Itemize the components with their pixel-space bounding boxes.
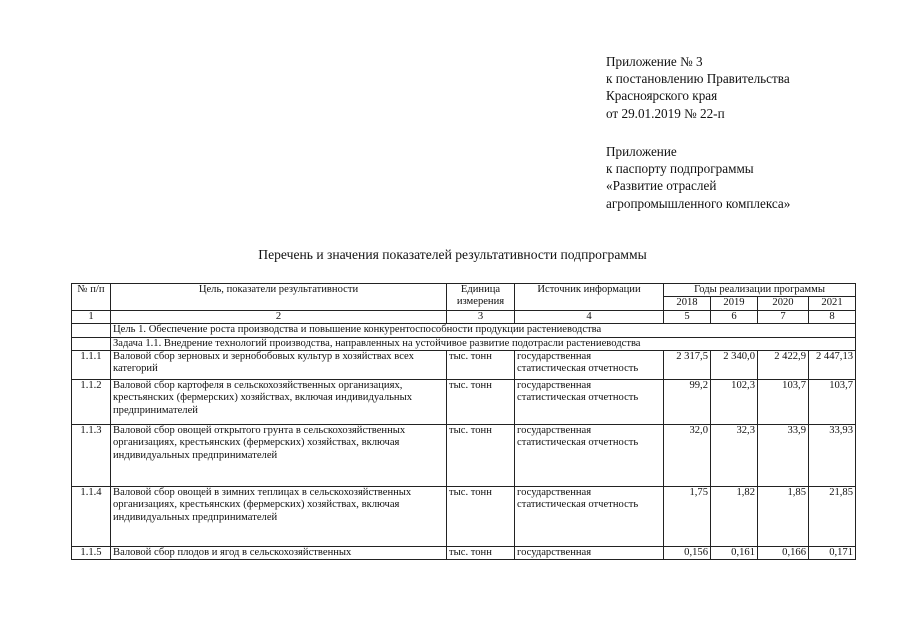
row-source: государственная статистическая отчетность	[515, 380, 664, 425]
column-number: 7	[758, 310, 809, 323]
header-year: 2019	[711, 297, 758, 310]
row-unit: тыс. тонн	[447, 351, 515, 380]
appendix-header	[606, 53, 790, 122]
goal-row	[72, 324, 856, 337]
row-unit: тыс. тонн	[447, 547, 515, 560]
row-value: 33,9	[758, 425, 809, 487]
indicators-table	[71, 283, 856, 560]
goal-num-cell	[72, 324, 111, 337]
column-number: 8	[809, 310, 856, 323]
goal-text: Цель 1. Обеспечение роста производства и повышение конкурентоспособности продукции растениеводства	[111, 324, 856, 337]
row-text: Валовой сбор зерновых и зернобобовых культур в хозяйствах всех категорий	[111, 351, 447, 380]
row-value: 21,85	[809, 487, 856, 547]
column-number: 4	[515, 310, 664, 323]
column-number: 3	[447, 310, 515, 323]
document-title: Перечень и значения показателей результативности подпрограммы	[258, 247, 647, 262]
header-goal: Цель, показатели результативности	[111, 284, 447, 311]
row-source: государственная статистическая отчетность	[515, 425, 664, 487]
row-text: Валовой сбор овощей в зимних теплицах в сельскохозяйственных организациях, крестьянских (фермерских) хозяйствах, включая индивидуальных предпринимателей	[111, 487, 447, 547]
row-source: государственная статистическая отчетность	[515, 487, 664, 547]
row-source: государственная	[515, 547, 664, 560]
header-row	[72, 284, 856, 297]
row-value: 102,3	[711, 380, 758, 425]
row-text: Валовой сбор картофеля в сельскохозяйственных организациях, крестьянских (фермерских) хозяйствах, включая индивидуальных предпринимателей	[111, 380, 447, 425]
row-value: 0,166	[758, 547, 809, 560]
header-unit: Единица измерения	[447, 284, 515, 311]
row-unit: тыс. тонн	[447, 380, 515, 425]
column-numbers-row	[72, 310, 856, 323]
passport-line: агропромышленного комплекса»	[606, 195, 791, 211]
row-value: 2 340,0	[711, 351, 758, 380]
column-number: 5	[664, 310, 711, 323]
row-value: 99,2	[664, 380, 711, 425]
row-value: 2 422,9	[758, 351, 809, 380]
passport-line: к паспорту подпрограммы	[606, 161, 754, 177]
row-num: 1.1.1	[72, 351, 111, 380]
row-num: 1.1.3	[72, 425, 111, 487]
column-number: 2	[111, 310, 447, 323]
row-value: 1,75	[664, 487, 711, 547]
row-value: 33,93	[809, 425, 856, 487]
row-value: 32,3	[711, 425, 758, 487]
header-num: № п/п	[72, 284, 111, 311]
header-year: 2021	[809, 297, 856, 310]
appendix-line: к постановлению Правительства	[606, 71, 790, 87]
row-value: 2 317,5	[664, 351, 711, 380]
passport-header	[606, 143, 790, 212]
row-value: 0,171	[809, 547, 856, 560]
row-text: Валовой сбор плодов и ягод в сельскохозяйственных	[111, 547, 447, 560]
task-text: Задача 1.1. Внедрение технологий производства, направленных на устойчивое развитие подотрасли растениеводства	[111, 337, 856, 350]
appendix-line: Приложение № 3	[606, 54, 703, 69]
row-value: 103,7	[758, 380, 809, 425]
header-source: Источник информации	[515, 284, 664, 311]
passport-line: «Развитие отраслей	[606, 178, 717, 194]
appendix-line: Красноярского края	[606, 88, 718, 104]
row-value: 2 447,13	[809, 351, 856, 380]
row-value: 32,0	[664, 425, 711, 487]
row-value: 1,82	[711, 487, 758, 547]
table-row	[72, 425, 856, 487]
row-num: 1.1.4	[72, 487, 111, 547]
column-number: 1	[72, 310, 111, 323]
task-num-cell	[72, 337, 111, 350]
row-unit: тыс. тонн	[447, 425, 515, 487]
task-row	[72, 337, 856, 350]
table-row	[72, 547, 856, 560]
row-text: Валовой сбор овощей открытого грунта в сельскохозяйственных организациях, крестьянских (фермерских) хозяйствах, включая индивидуальных предпринимателей	[111, 425, 447, 487]
row-value: 0,156	[664, 547, 711, 560]
row-value: 103,7	[809, 380, 856, 425]
table-row	[72, 380, 856, 425]
row-num: 1.1.5	[72, 547, 111, 560]
header-years-group: Годы реализации программы	[664, 284, 856, 297]
header-year: 2020	[758, 297, 809, 310]
column-number: 6	[711, 310, 758, 323]
row-unit: тыс. тонн	[447, 487, 515, 547]
appendix-line: от 29.01.2019 № 22-п	[606, 105, 725, 121]
row-source: государственная статистическая отчетность	[515, 351, 664, 380]
table-row	[72, 351, 856, 380]
table-row	[72, 487, 856, 547]
row-value: 0,161	[711, 547, 758, 560]
header-year: 2018	[664, 297, 711, 310]
row-num: 1.1.2	[72, 380, 111, 425]
passport-line: Приложение	[606, 144, 677, 159]
row-value: 1,85	[758, 487, 809, 547]
